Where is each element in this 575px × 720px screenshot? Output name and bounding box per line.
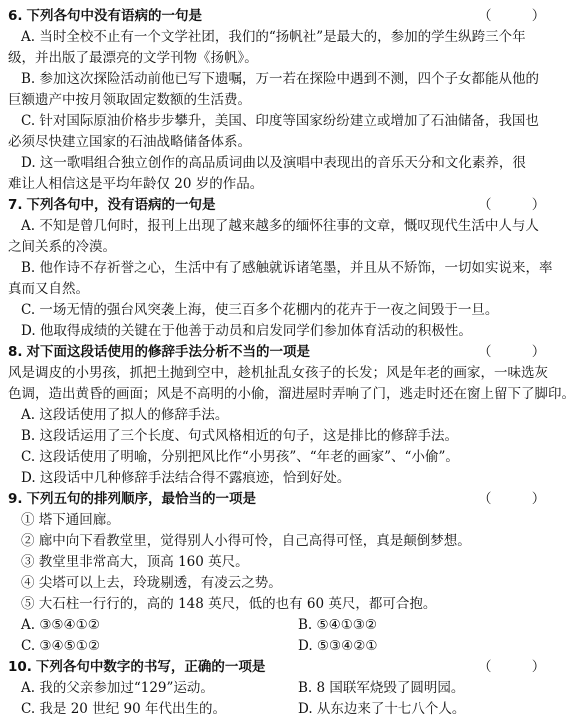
option-line: 级，并出版了最漂亮的文学刊物《扬帆》。: [8, 50, 258, 66]
question-number: 7.: [8, 197, 23, 213]
option-line: 巨额遗产中按月领取固定数额的生活费。: [8, 92, 251, 108]
option-line: C. 一场无情的强台风突袭上海，使三百多个花棚内的花卉于一夜之间毁于一旦。: [21, 302, 499, 318]
sentence-line: ③ 教堂里非常高大，顶高 160 英尺。: [21, 554, 249, 570]
answer-blank: （ ）: [478, 659, 564, 675]
option-line: D. 这段话中几种修辞手法结合得不露痕迹，恰到好处。: [21, 470, 351, 486]
option-a: A. 我的父亲参加过“129”运动。: [21, 680, 214, 696]
answer-blank: （ ）: [478, 491, 564, 507]
question-stem: [8, 6, 564, 27]
option-line: B. 这段话运用了三个长度、句式风格相近的句子，这是排比的修辞手法。: [21, 428, 459, 444]
question-prompt: 下列五句的排列顺序，最恰当的一项是: [26, 491, 257, 507]
option-d: D. 从东边来了十七八个人。: [298, 701, 466, 717]
question-stem: [8, 489, 564, 510]
question-number: 6.: [8, 8, 23, 24]
option-line: B. 参加这次探险活动前他已写下遗嘱，万一若在探险中遇到不测，四个子女都能从他的: [21, 71, 540, 87]
question-8: [8, 342, 575, 489]
option-c: C. ③④⑤①②: [21, 638, 100, 654]
sentence-line: ④ 尖塔可以上去，玲珑剔透，有凌云之势。: [21, 575, 282, 591]
question-prompt: 下列各句中没有语病的一句是: [26, 8, 203, 24]
question-6: [8, 6, 564, 195]
option-line: A. 这段话使用了拟人的修辞手法。: [21, 407, 229, 423]
question-number: 9.: [8, 491, 23, 507]
option-line: D. 他取得成绩的关键在于他善于动员和启发同学们参加体育活动的积极性。: [21, 323, 472, 339]
option-line: 必须尽快建立国家的石油战略储备体系。: [8, 134, 251, 150]
sentence-line: ① 塔下通回廊。: [21, 512, 120, 528]
options-row: [8, 699, 542, 720]
option-d: D. ⑤③④②①: [298, 638, 378, 654]
question-10: [8, 657, 564, 720]
question-9: [8, 489, 564, 657]
answer-blank: （ ）: [478, 197, 564, 213]
option-line: A. 当时全校不止有一个文学社团，我们的“扬帆社”是最大的，参加的学生纵跨三个年: [21, 29, 526, 45]
option-line: D. 这一歌唱组合独立创作的高品质词曲以及演唱中表现出的音乐天分和文化素养，很: [21, 155, 526, 171]
option-b: B. ⑤④①③②: [298, 617, 378, 633]
question-stem: [8, 657, 564, 678]
options-row: [8, 636, 542, 657]
option-b: B. 8 国联军烧毁了圆明园。: [298, 680, 465, 696]
question-prompt: 下列各句中，没有语病的一句是: [26, 197, 216, 213]
passage-line: 色调，造出黄昏的画面；风是不高明的小偷，溜进屋时弄响了门，逃走时还在窗上留下了脚印。: [8, 386, 575, 402]
option-line: A. 不知是曾几何时，报刊上出现了越来越多的缅怀往事的文章，慨叹现代生活中人与人: [21, 218, 539, 234]
question-number: 8.: [8, 344, 23, 360]
answer-blank: （ ）: [478, 8, 564, 24]
passage-line: 风是调皮的小男孩，抓把土抛到空中，趁机扯乱女孩子的长发；风是年老的画家，一味选灰: [8, 365, 548, 381]
option-line: 之间关系的冷漠。: [8, 239, 116, 255]
sentence-line: ⑤ 大石柱一行行的，高的 148 英尺，低的也有 60 英尺，都可合抱。: [21, 596, 437, 612]
option-a: A. ③⑤④①②: [21, 617, 100, 633]
question-prompt: 下列各句中数字的书写，正确的一项是: [35, 659, 266, 675]
question-7: [8, 195, 564, 342]
option-line: C. 针对国际原油价格步步攀升，美国、印度等国家纷纷建立或增加了石油储备，我国也: [21, 113, 539, 129]
question-stem: [8, 342, 564, 363]
options-row: [8, 678, 542, 699]
option-c: C. 我是 20 世纪 90 年代出生的。: [21, 701, 226, 717]
option-line: 真而又自然。: [8, 281, 89, 297]
question-number: 10.: [8, 659, 32, 675]
option-line: 难让人相信这是平均年龄仅 20 岁的作品。: [8, 176, 264, 192]
sentence-line: ② 廊中向下看教堂里，觉得别人小得可怜，自己高得可怪，真是颠倒梦想。: [21, 533, 471, 549]
question-stem: [8, 195, 564, 216]
option-line: C. 这段话使用了明喻，分别把风比作“小男孩”、“年老的画家”、“小偷”。: [21, 449, 459, 465]
question-prompt: 对下面这段话使用的修辞手法分析不当的一项是: [26, 344, 311, 360]
options-row: [8, 615, 542, 636]
answer-blank: （ ）: [478, 344, 564, 360]
option-line: B. 他作诗不存祈誉之心，生活中有了感触就诉诸笔墨，并且从不矫饰，一切如实说来，率: [21, 260, 553, 276]
